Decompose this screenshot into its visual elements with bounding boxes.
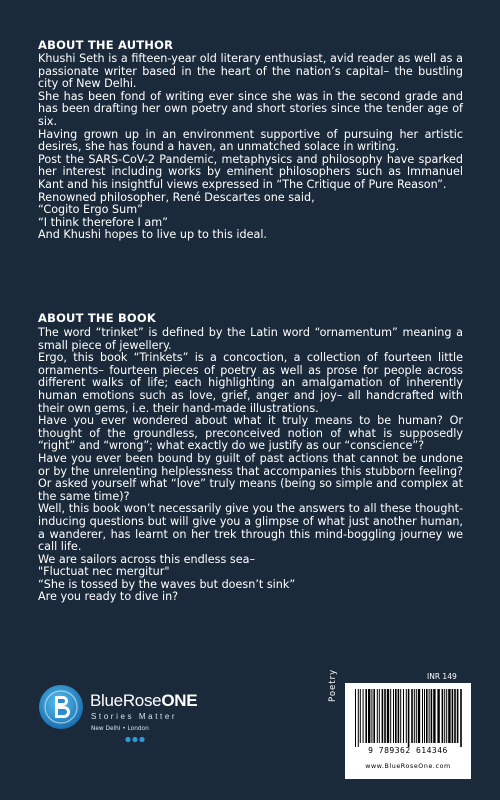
book-paragraph: Have you ever wondered about what it truly means to be human? Or thought of the groundless, preconceived notion of what is supposedly “right” and “wrong”; what exactly do we justify as our “conscience”?	[38, 414, 463, 453]
author-paragraph: She has been fond of writing ever since she was in the second grade and has been drafting her own poetry and short stories since the tender age of six.	[38, 89, 463, 128]
barcode-icon	[351, 689, 465, 747]
genre-label: Poetry	[328, 668, 338, 702]
author-paragraph: “I think therefore I am”	[38, 215, 168, 229]
bluerose-logo-icon	[38, 684, 84, 730]
publisher-name-part1: BlueRose	[90, 691, 162, 710]
book-paragraph: “She is tossed by the waves but doesn’t sink”	[38, 577, 296, 591]
price-label: INR 149	[427, 672, 457, 681]
social-media-icon	[125, 736, 149, 743]
book-paragraph: Are you ready to dive in?	[38, 590, 179, 604]
isbn-number: 9 789362 614346	[368, 746, 448, 755]
about-author-heading: ABOUT THE AUTHOR	[38, 38, 174, 52]
publisher-locations: New Delhi • London	[91, 726, 149, 732]
about-author-text	[38, 53, 463, 242]
book-paragraph: "Fluctuat nec mergitur"	[38, 565, 170, 579]
publisher-tagline: Stories Matter	[91, 712, 178, 721]
about-book-text	[38, 327, 463, 604]
book-paragraph: The word “trinket” is defined by the Latin word “ornamentum” meaning a small piece of jewellery.	[38, 326, 463, 352]
book-paragraph: We are sailors across this endless sea–	[38, 552, 256, 566]
author-paragraph: Khushi Seth is a fifteen-year old literary enthusiast, avid reader as well as a passionate writer based in the heart of the nation’s capital– the bustling city of New Delhi.	[38, 52, 463, 91]
publisher-name	[90, 691, 197, 711]
publisher-name-part2: ONE	[161, 691, 198, 710]
book-paragraph: Ergo, this book “Trinkets” is a concoction, a collection of fourteen little ornaments– fourteen pieces of poetry as well as prose for people across different walks of life; each highlighting an amalgamation of inherently human emotions such as love, grief, anger and joy– all handcrafted with their own gems, i.e. their hand-made illustrations.	[38, 351, 463, 415]
book-paragraph: Have you ever been bound by guilt of past actions that cannot be undone or by the unrelenting helplessness that accompanies this stubborn feeling? Or asked yourself what “love” truly means (being so simple and complex at the same time)?	[38, 451, 463, 503]
author-paragraph: Post the SARS-CoV-2 Pandemic, metaphysics and philosophy have sparked her interest including works by eminent philosophers such as Immanuel Kant and his insightful views expressed in “The Critique of Pure Reason”.	[38, 152, 463, 191]
author-paragraph: Renowned philosopher, René Descartes one said,	[38, 190, 315, 204]
website-url: www.BlueRoseOne.com	[365, 763, 451, 770]
author-paragraph: And Khushi hopes to live up to this ideal.	[38, 228, 267, 242]
author-paragraph: “Cogito Ergo Sum”	[38, 203, 143, 217]
isbn-barcode	[345, 683, 471, 779]
book-paragraph: Well, this book won’t necessarily give you the answers to all these thought-inducing questions but will give you a glimpse of what just another human, a wanderer, has learnt on her trek through this mind-boggling journey we call life.	[38, 502, 463, 554]
author-paragraph: Having grown up in an environment supportive of pursuing her artistic desires, she has found a haven, an unmatched solace in writing.	[38, 127, 463, 154]
publisher-logo	[38, 684, 238, 754]
about-book-heading: ABOUT THE BOOK	[38, 311, 156, 325]
